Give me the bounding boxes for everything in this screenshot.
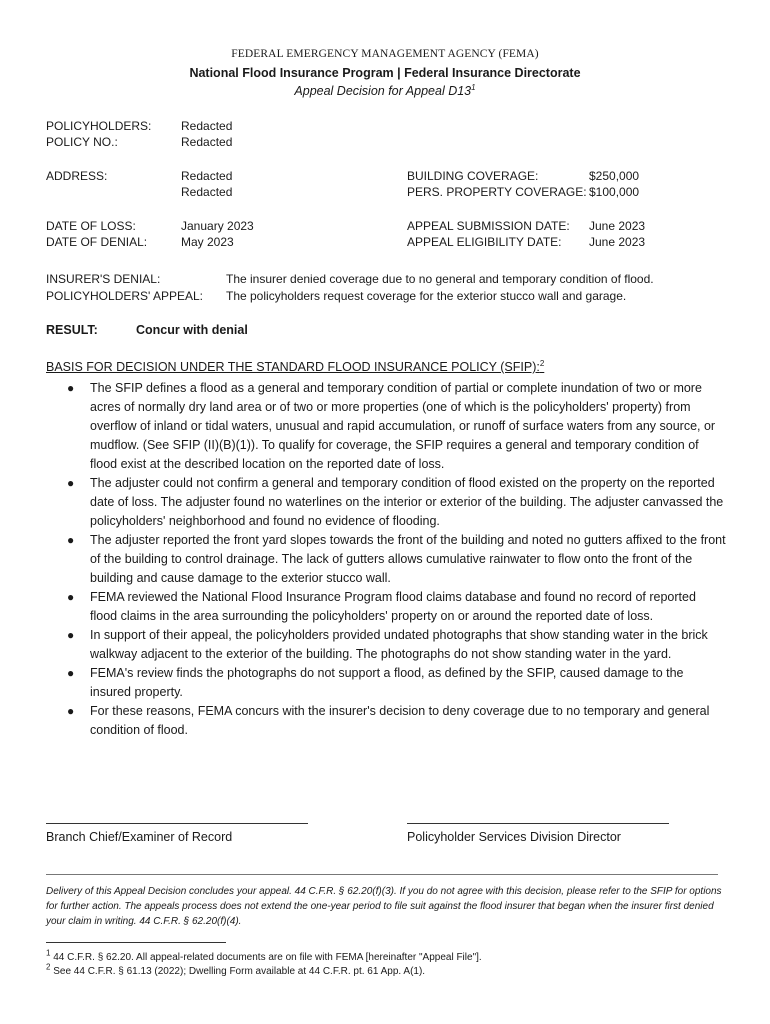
pers-property-label: PERS. PROPERTY COVERAGE: xyxy=(407,185,587,199)
footnote-2-text: See 44 C.F.R. § 61.13 (2022); Dwelling Form available at 44 C.F.R. pt. 61 App. A(1). xyxy=(53,966,426,977)
appeal-submission-value: June 2023 xyxy=(589,219,646,233)
basis-bullet-list xyxy=(46,379,726,740)
basis-bullet xyxy=(46,702,726,740)
bullet-icon: ● xyxy=(67,666,75,680)
basis-bullet-text: The adjuster could not confirm a general and temporary condition of flood existed on the property on the reported date of loss. The adjuster found no waterlines on the interior or exterior of the building. The adjuster canvassed the policyholders' neighborhood and found no evidence of flooding. xyxy=(90,476,724,528)
agency-name: FEDERAL EMERGENCY MANAGEMENT AGENCY (FEMA) xyxy=(231,48,539,60)
bullet-icon: ● xyxy=(67,628,75,642)
basis-bullet-text: In support of their appeal, the policyholders provided undated photographs that show standing water in the brick walkway adjacent to the exterior of the building. The photographs do not show standing water in the yard. xyxy=(90,628,708,661)
bullet-icon: ● xyxy=(67,533,75,547)
date-of-denial-value: May 2023 xyxy=(181,235,234,249)
appeal-eligibility-value: June 2023 xyxy=(589,235,646,249)
footnote-1-mark: 1 xyxy=(46,948,51,958)
bullet-icon: ● xyxy=(67,381,75,395)
bullet-icon: ● xyxy=(67,590,75,604)
policyholders-label: POLICYHOLDERS: xyxy=(46,119,152,133)
appeal-eligibility-label: APPEAL ELIGIBILITY DATE: xyxy=(407,235,562,249)
policyholders-value: Redacted xyxy=(181,119,233,133)
bullet-icon: ● xyxy=(67,476,75,490)
appeal-submission-label: APPEAL SUBMISSION DATE: xyxy=(407,219,570,233)
date-of-denial-label: DATE OF DENIAL: xyxy=(46,235,148,249)
divider xyxy=(46,874,718,875)
policyholders-appeal-value: The policyholders request coverage for the exterior stucco wall and garage. xyxy=(226,289,627,303)
basis-bullet-text: FEMA reviewed the National Flood Insurance Program flood claims database and found no record of reported flood claims in the area surrounding the policyholders' property on or around the reported date of loss. xyxy=(90,590,696,623)
footnote-2-mark: 2 xyxy=(46,962,51,972)
date-of-loss-label: DATE OF LOSS: xyxy=(46,219,136,233)
basis-bullet xyxy=(46,474,726,531)
policy-no-value: Redacted xyxy=(181,135,233,149)
result-label: RESULT: xyxy=(46,323,98,337)
decision-title-text: Appeal Decision for Appeal D13 xyxy=(294,84,472,98)
basis-heading-text: BASIS FOR DECISION UNDER THE STANDARD FLOOD INSURANCE POLICY (SFIP): xyxy=(46,360,540,374)
address-label: ADDRESS: xyxy=(46,169,108,183)
insurers-denial-value: The insurer denied coverage due to no general and temporary condition of flood. xyxy=(226,272,654,286)
result-value: Concur with denial xyxy=(136,323,248,337)
basis-heading xyxy=(46,360,544,374)
basis-bullet xyxy=(46,531,726,588)
building-coverage-label: BUILDING COVERAGE: xyxy=(407,169,539,183)
building-coverage-value: $250,000 xyxy=(589,169,640,183)
basis-bullet xyxy=(46,664,726,702)
basis-bullet xyxy=(46,626,726,664)
insurers-denial-label: INSURER'S DENIAL: xyxy=(46,272,161,286)
decision-title xyxy=(0,84,770,98)
basis-bullet xyxy=(46,379,726,474)
program-title: National Flood Insurance Program | Federal Insurance Directorate xyxy=(189,66,581,80)
signature-title-left: Branch Chief/Examiner of Record xyxy=(46,830,233,844)
signature-title-right: Policyholder Services Division Director xyxy=(407,830,621,844)
basis-bullet xyxy=(46,588,726,626)
bullet-icon: ● xyxy=(67,704,75,718)
footnote-divider xyxy=(46,942,226,943)
address-line-1: Redacted xyxy=(181,169,233,183)
date-of-loss-value: January 2023 xyxy=(181,219,254,233)
basis-bullet-text: FEMA's review finds the photographs do not support a flood, as defined by the SFIP, caused damage to the insured property. xyxy=(90,666,684,699)
footnote-2 xyxy=(46,962,426,978)
footnote-1 xyxy=(46,948,482,964)
basis-bullet-text: For these reasons, FEMA concurs with the insurer's decision to deny coverage due to no temporary and general condition of flood. xyxy=(90,704,710,737)
delivery-note: Delivery of this Appeal Decision concludes your appeal. 44 C.F.R. § 62.20(f)(3). If you do not agree with this decision, please refer to the SFIP for options for further action. The appeals process does not extend the one-year period to file suit against the flood insurer that began when the insurer first denied your claim in writing. 44 C.F.R. § 62.20(f)(4). xyxy=(46,886,722,927)
footnote-ref-2: 2 xyxy=(539,358,545,368)
basis-bullet-text: The SFIP defines a flood as a general and temporary condition of partial or complete inundation of two or more acres of normally dry land area or of two or more properties (one of which is the policyholders' property) from overflow of inland or tidal waters, unusual and rapid accumulation, or runoff of surface waters from any source, or mudflow. (See SFIP (II)(B)(1)). To qualify for coverage, the SFIP requires a general and temporary condition of flood exist at the described location on the reported date of loss. xyxy=(90,381,716,471)
policy-no-label: POLICY NO.: xyxy=(46,135,118,149)
footnote-ref-1: 1 xyxy=(471,82,476,92)
signature-line-left xyxy=(46,823,308,824)
footnote-1-text: 44 C.F.R. § 62.20. All appeal-related documents are on file with FEMA [hereinafter "Appeal File"]. xyxy=(53,952,482,963)
basis-bullet-text: The adjuster reported the front yard slopes towards the front of the building and noted no gutters affixed to the front of the building to control drainage. The lack of gutters allows cumulative rainwater to flow onto the front of the building and cause damage to the exterior stucco wall. xyxy=(90,533,726,585)
pers-property-value: $100,000 xyxy=(589,185,640,199)
policyholders-appeal-label: POLICYHOLDERS' APPEAL: xyxy=(46,289,204,303)
signature-line-right xyxy=(407,823,669,824)
address-line-2: Redacted xyxy=(181,185,233,199)
